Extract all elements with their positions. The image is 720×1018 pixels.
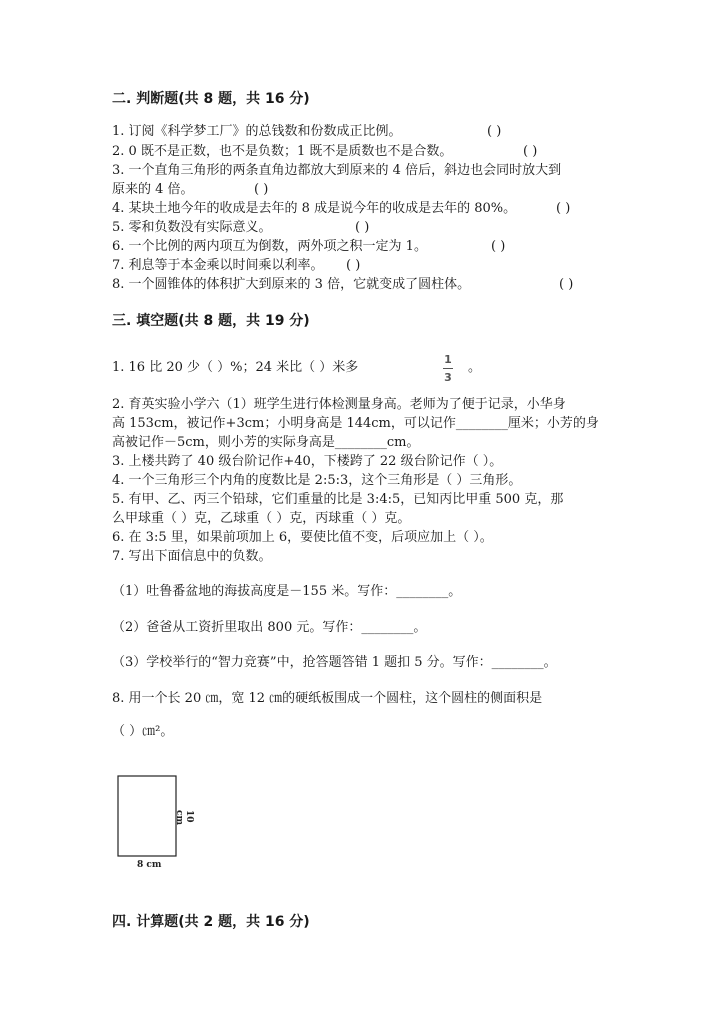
answer-paren[interactable]: ( )	[556, 201, 571, 216]
fill-question-5-line2: 么甲球重（ ）克，乙球重（ ）克，丙球重（ ）克。	[112, 511, 411, 526]
answer-paren[interactable]: ( )	[487, 124, 502, 139]
judge-question-2: 2. 0 既不是正数，也不是负数；1 既不是质数也不是合数。	[112, 144, 453, 159]
answer-paren[interactable]: ( )	[491, 239, 506, 254]
rectangle-diagram	[112, 770, 212, 880]
rectangle-figure	[112, 770, 212, 880]
fill-question-7-sub3: （3）学校举行的“智力竞赛”中，抢答题答错 1 题扣 5 分。写作：________。	[112, 655, 557, 670]
fraction-bar	[443, 368, 453, 369]
fill-question-3: 3. 上楼共跨了 40 级台阶记作+40，下楼跨了 22 级台阶记作（ ）。	[112, 454, 503, 469]
cardboard-rectangle	[118, 776, 176, 856]
fill-question-2-line2: 高 153cm，被记作+3cm；小明身高是 144cm，可以记作________厘米；小芳的身	[112, 416, 599, 431]
fill-question-7-sub2: （2）爸爸从工资折里取出 800 元。写作：________。	[112, 620, 427, 635]
fill-question-4: 4. 一个三角形三个内角的度数比是 2:5:3，这个三角形是（ ）三角形。	[112, 473, 522, 488]
judge-question-7: 7. 利息等于本金乘以时间乘以利率。	[112, 258, 324, 273]
judge-question-5: 5. 零和负数没有实际意义。	[112, 220, 272, 235]
fill-question-8-line2: （ ）㎝²。	[112, 724, 174, 739]
fill-question-5-line1: 5. 有甲、乙、丙三个铅球，它们重量的比是 3:4:5，已知丙比甲重 500 克，那	[112, 492, 564, 507]
width-label: 8 cm	[137, 860, 162, 870]
judge-question-4: 4. 某块土地今年的收成是去年的 8 成是说今年的收成是去年的 80%。	[112, 201, 517, 216]
fraction-numerator: 1	[444, 353, 452, 366]
fill-question-2-line1: 2. 育英实验小学六（1）班学生进行体检测量身高。老师为了便于记录，小华身	[112, 397, 566, 412]
fill-question-7: 7. 写出下面信息中的负数。	[112, 549, 272, 564]
judge-question-3-line2: 原来的 4 倍。	[112, 182, 194, 197]
judge-question-3-line1: 3. 一个直角三角形的两条直角边都放大到原来的 4 倍后，斜边也会同时放大到	[112, 163, 562, 178]
judge-question-8: 8. 一个圆锥体的体积扩大到原来的 3 倍，它就变成了圆柱体。	[112, 277, 471, 292]
fill-question-7-sub1: （1）吐鲁番盆地的海拔高度是－155 米。写作：________。	[112, 584, 462, 599]
judge-question-1: 1. 订阅《科学梦工厂》的总钱数和份数成正比例。	[112, 124, 402, 139]
answer-paren[interactable]: ( )	[355, 220, 370, 235]
section4-heading: 四. 计算题(共 2 题，共 16 分)	[112, 914, 310, 930]
fill-question-2-line3: 高被记作－5cm，则小芳的实际身高是________cm。	[112, 435, 420, 450]
fraction-denominator: 3	[444, 371, 452, 384]
fill-question-1: 1. 16 比 20 少（ ）%；24 米比（ ）米多	[112, 360, 359, 375]
answer-paren[interactable]: ( )	[254, 182, 269, 197]
answer-paren[interactable]: ( )	[559, 277, 574, 292]
fill-question-6: 6. 在 3:5 里，如果前项加上 6，要使比值不变，后项应加上（ ）。	[112, 530, 493, 545]
fraction-one-third	[440, 353, 456, 384]
section3-heading: 三. 填空题(共 8 题，共 19 分)	[112, 313, 310, 329]
section2-heading: 二. 判断题(共 8 题，共 16 分)	[112, 91, 310, 107]
answer-paren[interactable]: ( )	[346, 258, 361, 273]
fill-question-1-end: 。	[468, 360, 482, 375]
judge-question-6: 6. 一个比例的两内项互为倒数，两外项之积一定为 1。	[112, 239, 427, 254]
answer-paren[interactable]: ( )	[523, 144, 538, 159]
fill-question-8-line1: 8. 用一个长 20 ㎝，宽 12 ㎝的硬纸板围成一个圆柱，这个圆柱的侧面积是	[112, 691, 543, 706]
height-label: 10 cm	[174, 810, 194, 826]
